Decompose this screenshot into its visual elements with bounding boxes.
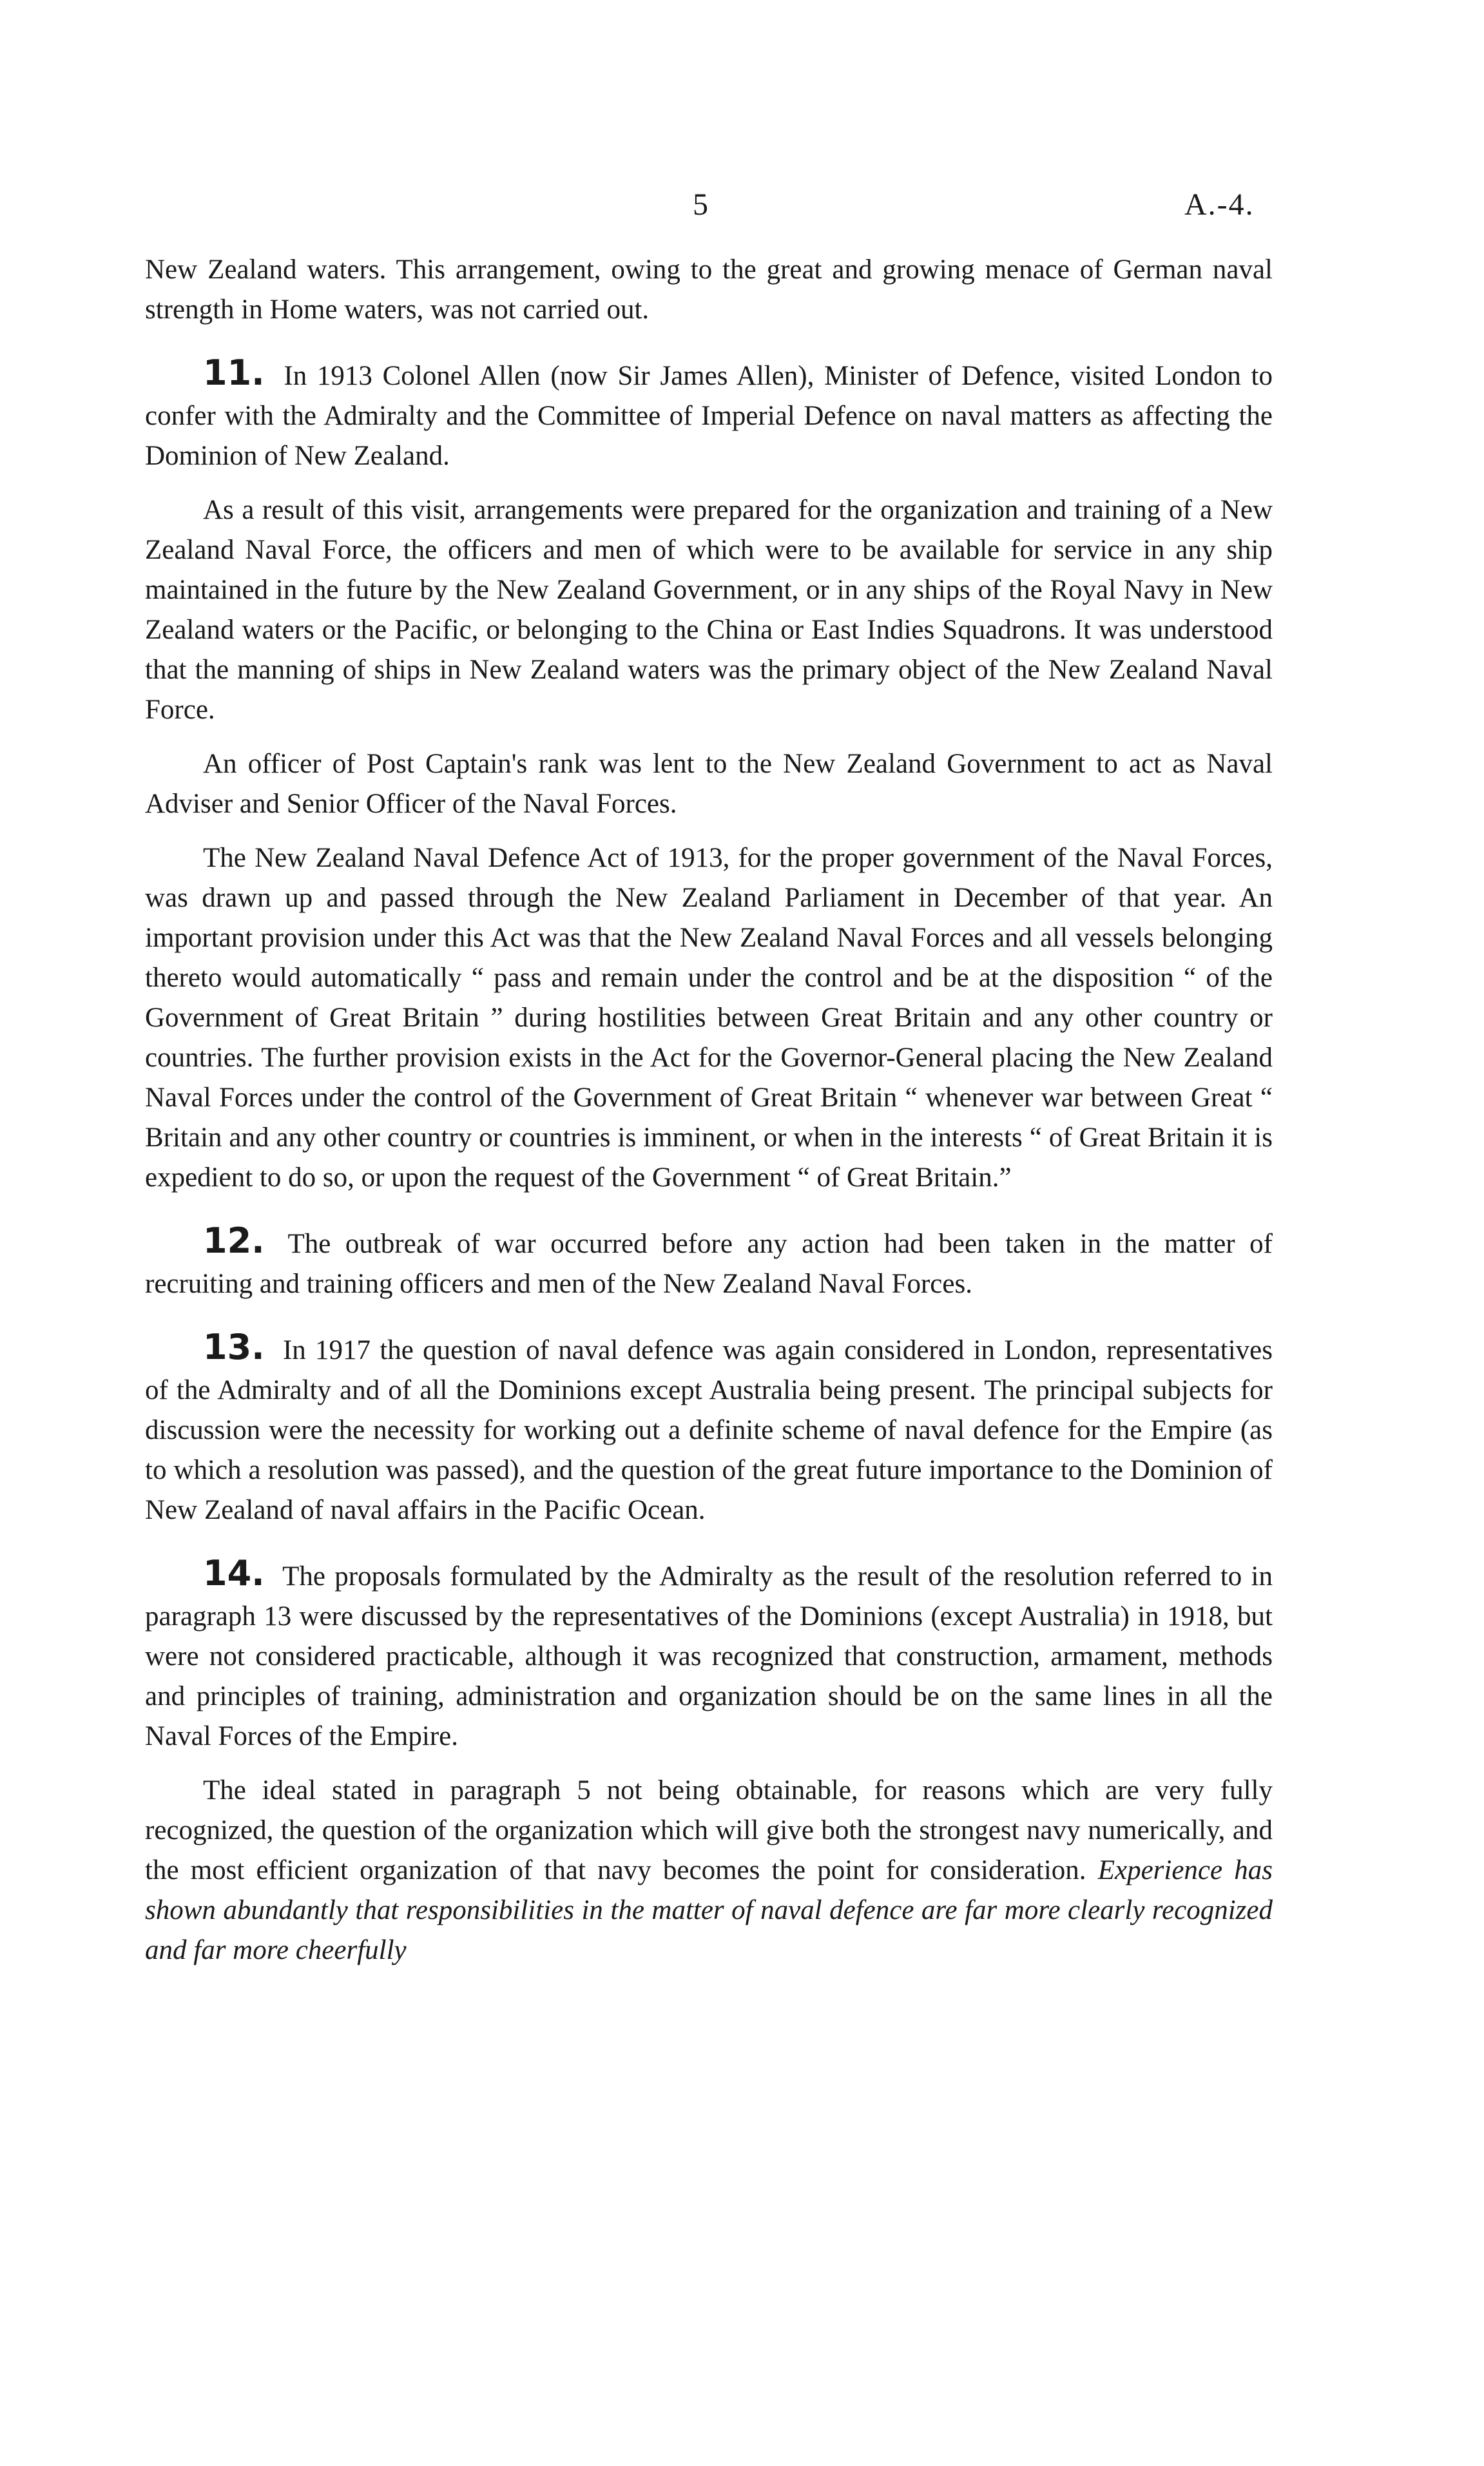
paragraph-text: The outbreak of war occurred before any action had been taken in the matter of recruiting and training officers and men of the New Zealand Naval Forces. <box>145 1229 1273 1299</box>
paragraph-text: The ideal stated in paragraph 5 not being obtainable, for reasons which are very fully recognized, the question of the organization which will give both the strongest navy numerically, and the most efficient organization of that navy becomes the point for consideration. <box>145 1775 1273 1885</box>
paragraph-11-naval-adviser <box>145 744 1273 824</box>
paragraph-text: The proposals formulated by the Admiralty as the result of the resolution referred to in paragraph 13 were discussed by the representatives of the Dominions (except Australia) in 1918, but were not considered practicable, although it was recognized that construction, armament, methods and principles of training, administration and organization should be on the same lines in all the Naval Forces of the Empire. <box>145 1561 1273 1751</box>
paragraph-14-ideal <box>145 1771 1273 1970</box>
body-text <box>145 250 1273 1985</box>
page-header <box>0 187 1484 238</box>
paragraph-continuation <box>145 250 1273 330</box>
paragraph-number: 13. <box>203 1327 265 1367</box>
paragraph-14 <box>145 1554 1273 1757</box>
paragraph-13 <box>145 1327 1273 1530</box>
paragraph-text: New Zealand waters. This arrangement, owing to the great and growing menace of German naval strength in Home waters, was not carried out. <box>145 255 1273 325</box>
page-number: 5 <box>693 188 708 222</box>
document-reference: A.-4. <box>1184 188 1255 222</box>
paragraph-text: An officer of Post Captain's rank was lent to the New Zealand Government to act as Naval Adviser and Senior Officer of the Naval Forces. <box>145 749 1273 819</box>
paragraph-11-visit-result <box>145 490 1273 730</box>
paragraph-text: As a result of this visit, arrangements were prepared for the organization and training of a New Zealand Naval Force, the officers and men of which were to be available for service in any ship maintained in the future by the New Zealand Government, or in any ships of the Royal Navy in New Zealand waters or the Pacific, or belonging to the China or East Indies Squadrons. It was understood that the manning of ships in New Zealand waters was the primary object of the New Zealand Naval Force. <box>145 495 1273 725</box>
emphasized-text: Experience has shown abundantly that responsibilities in the matter of naval defence are far more clearly recognized and far more cheerfully <box>145 1855 1273 1965</box>
paragraph-number: 14. <box>203 1553 265 1594</box>
paragraph-text: In 1913 Colonel Allen (now Sir James Allen), Minister of Defence, visited London to confer with the Admiralty and the Committee of Imperial Defence on naval matters as affecting the Dominion of New Zealand. <box>145 361 1273 471</box>
paragraph-number: 11. <box>203 352 265 393</box>
paragraph-12 <box>145 1221 1273 1304</box>
paragraph-number: 12. <box>203 1220 265 1261</box>
paragraph-11 <box>145 353 1273 476</box>
paragraph-text: The New Zealand Naval Defence Act of 1913, for the proper government of the Naval Forces, was drawn up and passed through the New Zealand Parliament in December of that year. An important provision under this Act was that the New Zealand Naval Forces and all vessels belonging thereto would automatically “ pass and remain under the control and be at the disposition “ of the Government of Great Britain ” during hostilities between Great Britain and any other country or countries. The further provision exists in the Act for the Governor-General placing the New Zealand Naval Forces under the control of the Government of Great Britain “ whenever war between Great “ Britain and any other country or countries is imminent, or when in the interests “ of Great Britain it is expedient to do so, or upon the request of the Government “ of Great Britain.” <box>145 843 1273 1193</box>
paragraph-11-defence-act <box>145 838 1273 1198</box>
paragraph-text: In 1917 the question of naval defence was again considered in London, representatives of the Admiralty and of all the Dominions except Australia being present. The principal subjects for discussion were the necessity for working out a definite scheme of naval defence for the Empire (as to which a resolution was passed), and the question of the great future importance to the Dominion of New Zealand of naval affairs in the Pacific Ocean. <box>145 1335 1273 1525</box>
